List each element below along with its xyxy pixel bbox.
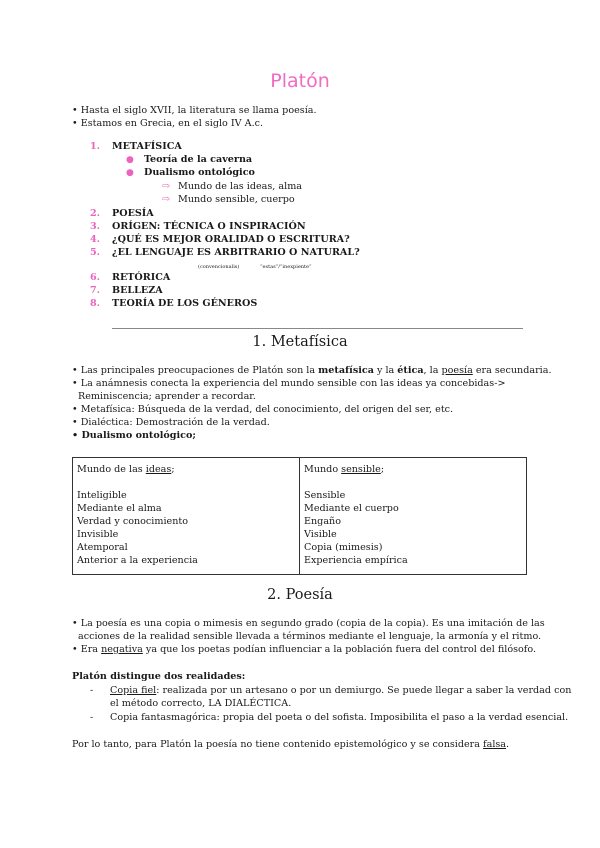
intro-line-2: • Estamos en Grecia, en el siglo IV A.c.: [72, 118, 264, 129]
table-item: Copia (mimesis): [304, 542, 383, 553]
underlined-term: Copia fiel: [110, 685, 157, 696]
table-item: Visible: [304, 529, 337, 540]
outline-number: 2.: [90, 208, 101, 219]
text-run: • Las principales preocupaciones de Platón son la: [72, 365, 319, 376]
table-item: Inteligible: [77, 490, 127, 501]
text-run: Mundo: [304, 464, 342, 475]
outline-number: 7.: [90, 285, 101, 296]
circle-bullet-icon: ●: [126, 168, 134, 178]
outline-subsub-item-1: [162, 180, 302, 193]
table-item: Experiencia empírica: [304, 555, 408, 566]
outline-number: 3.: [90, 221, 101, 232]
outline-tiny-note-left: (convencionalis): [198, 264, 240, 270]
outline-number: 6.: [90, 272, 101, 283]
underlined-term: sensible: [341, 464, 381, 475]
outline-number: 4.: [90, 234, 101, 245]
text-run: Mundo de las: [77, 464, 146, 475]
outline-sub-label: Dualismo ontológico: [144, 167, 255, 178]
section-1-paragraph-1: [72, 364, 552, 377]
outline-item-8: [90, 297, 257, 310]
arrow-right-icon: ⇨: [162, 181, 171, 192]
outline-item-2: [90, 207, 154, 220]
outline-subsub-label: Mundo de las ideas, alma: [178, 181, 303, 192]
text-run: era secundaria.: [472, 365, 552, 376]
underlined-term: negativa: [101, 644, 143, 655]
bold-term: ética: [397, 365, 424, 376]
outline-item-4: [90, 233, 350, 246]
intro-line-1: • Hasta el siglo XVII, la literatura se llama poesía.: [72, 105, 317, 116]
table-item: Verdad y conocimiento: [77, 516, 189, 527]
text-run: ;: [380, 464, 385, 475]
outline-item-7: [90, 284, 163, 297]
table-item: Sensible: [304, 490, 346, 501]
document-title: Platón: [270, 70, 330, 92]
outline-sub-label: Teoría de la caverna: [144, 154, 253, 165]
text-run: y la: [373, 365, 398, 376]
outline-label: METAFÍSICA: [112, 141, 182, 152]
text-run: : realizada por un artesano o por un demiurgo. Se puede llegar a saber la verdad con: [156, 685, 572, 696]
outline-tiny-note-right: “estas”/“inexpiente”: [260, 264, 312, 270]
section-2-heading: 2. Poesía: [267, 587, 333, 603]
underlined-term: poesía: [441, 365, 473, 376]
table-item: Atemporal: [77, 542, 128, 553]
text-run: • Era: [72, 644, 102, 655]
arrow-right-icon: ⇨: [162, 194, 171, 205]
reality-item-1: [90, 684, 571, 697]
outline-label: BELLEZA: [112, 285, 163, 296]
outline-sub-item-1: [126, 153, 252, 167]
section-1-paragraph-2-cont: Reminiscencia; aprender a recordar.: [78, 391, 256, 402]
section-1-paragraph-3: • Metafísica: Búsqueda de la verdad, del conocimiento, del origen del ser, etc.: [72, 404, 454, 415]
outline-item-5: [90, 246, 360, 259]
section-2-paragraph-1: • La poesía es una copia o mimesis en segundo grado (copia de la copia). Es una imitación de las: [72, 618, 545, 629]
outline-label: ¿QUÉ ES MEJOR ORALIDAD O ESCRITURA?: [112, 234, 350, 245]
table-item: Mediante el alma: [77, 503, 162, 514]
bold-term: metafísica: [318, 365, 374, 376]
outline-item-3: [90, 220, 306, 233]
underlined-term: ideas: [145, 464, 172, 475]
outline-label: ¿EL LENGUAJE ES ARBITRARIO O NATURAL?: [112, 247, 360, 258]
outline-item-1: [90, 140, 182, 153]
conclusion: [72, 738, 509, 751]
table-cell-sensible: [300, 458, 527, 575]
outline-label: ORÍGEN: TÉCNICA O INSPIRACIÓN: [112, 221, 306, 232]
spacer: [304, 476, 522, 489]
table-cell-ideas: [73, 458, 300, 575]
section-1-paragraph-4: • Dialéctica: Demostración de la verdad.: [72, 417, 270, 428]
distinguish-heading: Platón distingue dos realidades:: [72, 671, 246, 682]
circle-bullet-icon: ●: [126, 155, 134, 165]
text-run: Copia fantasmagórica: propia del poeta o del sofista. Imposibilita el paso a la verdad esencial.: [110, 712, 569, 723]
section-2-paragraph-1-cont: acciones de la realidad sensible llevada a términos mediante el lenguaje, la armonía y el ritmo.: [78, 631, 542, 642]
section-1-paragraph-2: • La anámnesis conecta la experiencia del mundo sensible con las ideas ya concebidas->: [72, 378, 506, 389]
text-run: .: [506, 739, 510, 750]
text-run: ;: [171, 464, 175, 475]
outline-label: POESÍA: [112, 208, 154, 219]
text-run: , la: [423, 365, 442, 376]
reality-item-1-cont: el método correcto, LA DIALÉCTICA.: [110, 698, 292, 709]
outline-subsub-item-2: [162, 193, 295, 206]
outline-number: 5.: [90, 247, 101, 258]
table-item: Engaño: [304, 516, 341, 527]
table-column-header: [77, 463, 295, 476]
outline-sub-item-2: [126, 166, 255, 180]
section-2-paragraph-2: [72, 643, 536, 656]
text-run: ya que los poetas podían influenciar a la población fuera del control del filósofo.: [142, 644, 537, 655]
underlined-term: falsa: [483, 739, 507, 750]
dash-bullet: -: [90, 712, 94, 723]
outline-label: RETÓRICA: [112, 272, 171, 283]
section-1-heading: 1. Metafísica: [252, 334, 348, 350]
table-item: Anterior a la experiencia: [77, 555, 198, 566]
reality-item-2: [90, 711, 568, 724]
dash-bullet: -: [90, 685, 94, 696]
outline-label: TEORÍA DE LOS GÉNEROS: [112, 298, 258, 309]
outline-subsub-label: Mundo sensible, cuerpo: [178, 194, 295, 205]
table-item: Invisible: [77, 529, 119, 540]
text-run: Por lo tanto, para Platón la poesía no tiene contenido epistemológico y se considera: [72, 739, 484, 750]
table-row: [73, 458, 527, 575]
table-column-header: [304, 463, 522, 476]
section-divider: [112, 328, 523, 329]
dualism-table: [72, 457, 527, 575]
section-1-paragraph-5: • Dualismo ontológico;: [72, 430, 196, 441]
outline-number: 1.: [90, 141, 101, 152]
table-item: Mediante el cuerpo: [304, 503, 399, 514]
outline-item-6: [90, 271, 170, 284]
outline-number: 8.: [90, 298, 101, 309]
spacer: [77, 476, 295, 489]
